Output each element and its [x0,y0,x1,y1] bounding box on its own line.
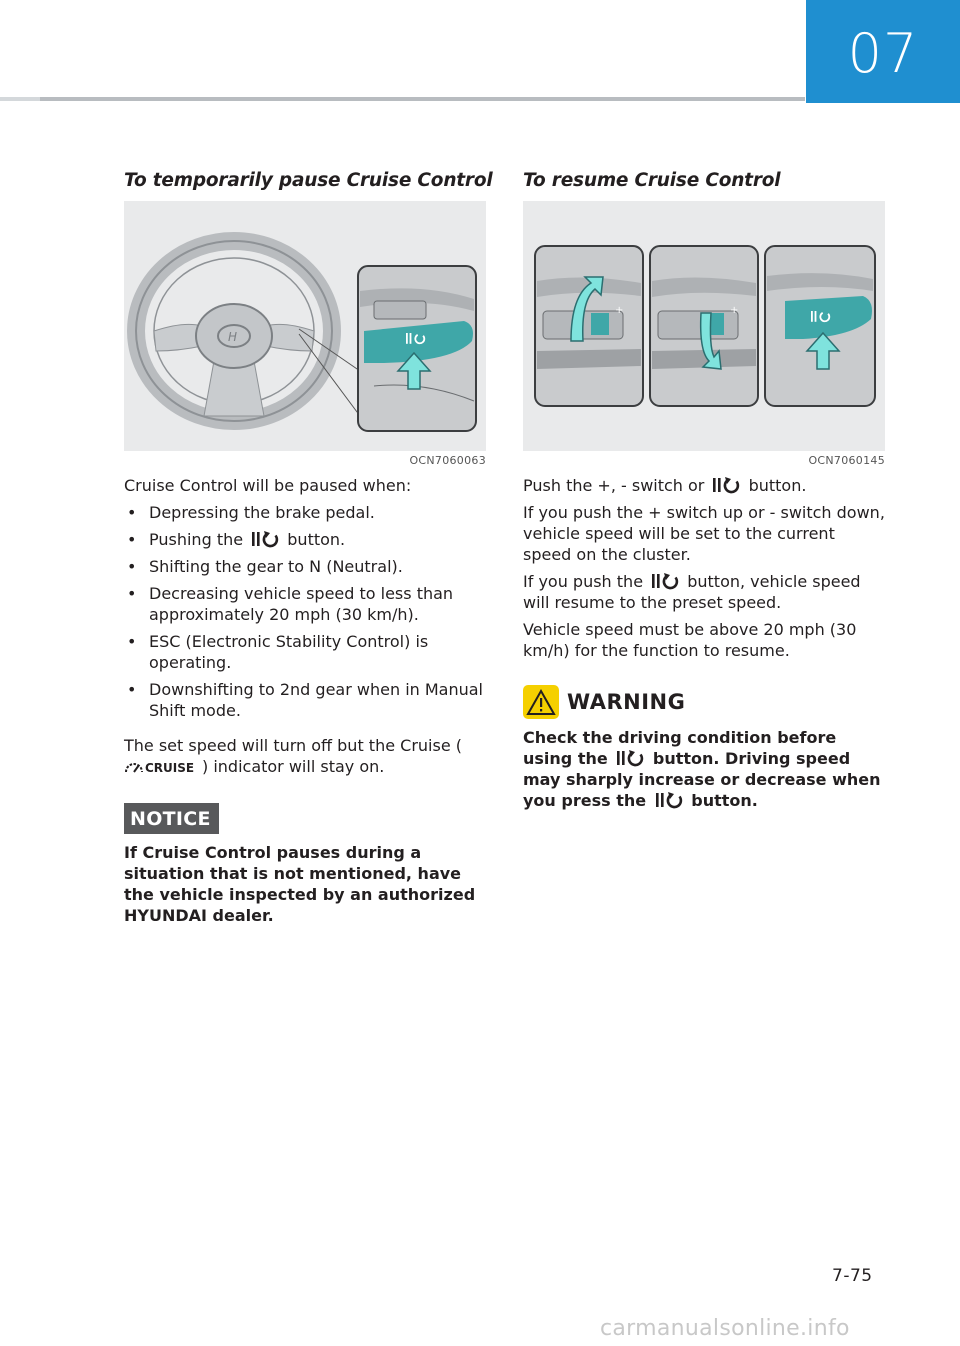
cruise-pause-resume-icon [650,572,680,590]
resume-switch-note: If you push the + switch up or - switch down, vehicle speed will be set to the current speed on the cluster. [523,503,885,564]
switch-illustration [523,201,885,451]
steering-wheel-illustration [124,201,486,451]
list-item: • Depressing the brake pedal. [127,503,375,522]
cruise-pause-resume-icon [711,476,741,494]
warning-title: WARNING [567,690,686,714]
chapter-number: 07 [847,22,919,85]
list-item: • Pushing the button. [127,530,346,549]
pause-intro: Cruise Control will be paused when: [124,476,412,495]
list-item: • Shifting the gear to N (Neutral). [127,557,403,576]
section-title-pause: To temporarily pause Cruise Control [124,170,493,191]
switch-figure [523,201,885,451]
page-number: 7-75 [832,1266,873,1286]
pause-conditions-list [124,502,486,721]
right-column [523,170,885,811]
warning-text: Check the driving condition before using the button. Driving speed may sharply increase or decrease when you press the button. [523,728,881,810]
svg-text:+: + [730,305,739,316]
figure-code-left: OCN7060063 [409,454,486,467]
svg-text:+: + [615,305,624,316]
resume-instruction: Push the +, - switch or button. [523,476,807,495]
svg-text:CRUISE: CRUISE [145,761,195,775]
list-item: • Decreasing vehicle speed to less than approximately 20 mph (30 km/h). [127,584,454,624]
left-column [124,170,493,926]
header-rule [0,97,805,101]
watermark: carmanualsonline.info [600,1316,850,1341]
figure-code-right: OCN7060145 [808,454,885,467]
bullet-dot: • [127,530,137,549]
header-rule-accent [0,97,40,101]
resume-speed-note: Vehicle speed must be above 20 mph (30 km/h) for the function to resume. [523,620,857,660]
cruise-pause-resume-icon [615,749,645,767]
notice-badge: NOTICE [124,803,219,834]
bullet-dot: • [127,584,137,603]
resume-button-note: If you push the button, vehicle speed will resume to the preset speed. [523,572,861,612]
notice-text: If Cruise Control pauses during a situation that is not mentioned, have the vehicle inspected by an authorized HYUNDAI dealer. [124,843,476,925]
bullet-dot: • [127,503,137,522]
set-speed-note: The set speed will turn off but the Cruise ( CRUISE ) indicator will stay on. [124,736,462,776]
section-title-resume: To resume Cruise Control [523,170,781,191]
steering-wheel-figure [124,201,486,451]
cruise-pause-resume-icon [250,530,280,548]
bullet-dot: • [127,680,137,699]
cruise-indicator-icon [124,758,202,776]
list-item: • ESC (Electronic Stability Control) is operating. [127,632,429,672]
list-item: • Downshifting to 2nd gear when in Manual Shift mode. [127,680,483,720]
warning-header [523,685,885,719]
svg-text:H: H [228,330,238,344]
cruise-pause-resume-icon [654,791,684,809]
warning-triangle-icon [523,685,559,719]
chapter-tab [806,0,960,103]
bullet-dot: • [127,632,137,651]
bullet-dot: • [127,557,137,576]
